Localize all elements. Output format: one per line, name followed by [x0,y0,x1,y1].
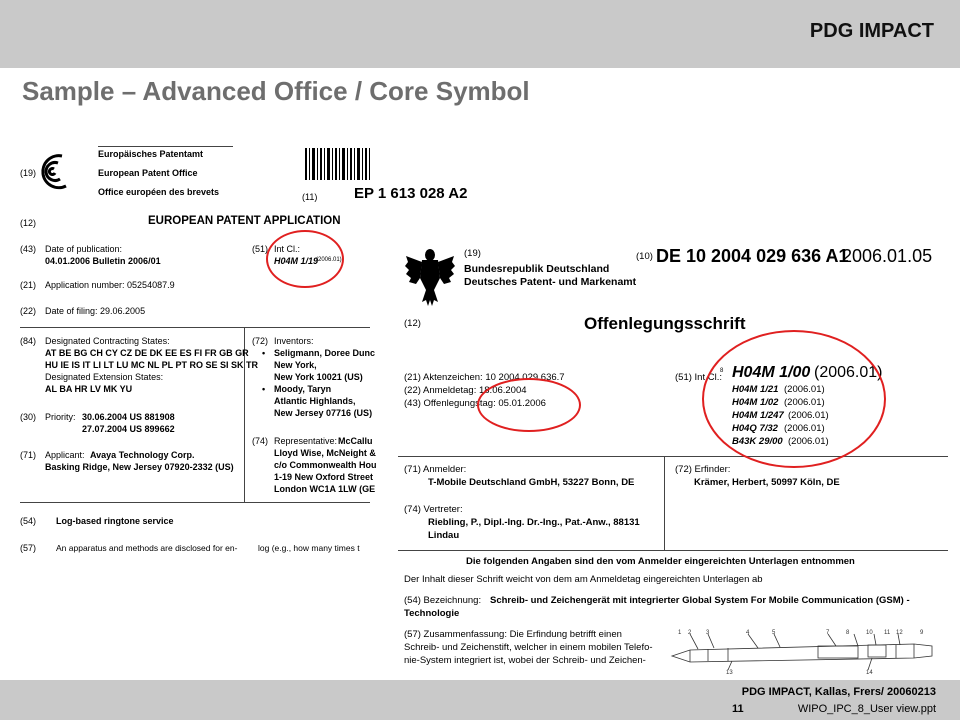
de-title-label: (54) Bezeichnung: [404,595,482,606]
figure-label: 9 [920,630,924,636]
code-30: (30) [20,412,37,422]
de-applicant: T-Mobile Deutschland GmbH, 53227 Bonn, DE [428,477,635,488]
de-title-1: Schreib- und Zeichengerät mit integrierter Global System For Mobile Communication (GSM) - [490,595,910,606]
office-name-en: European Patent Office [98,168,198,178]
figure-label: 12 [896,630,903,636]
ipc-symbol: B43K 29/00 [732,436,783,447]
highlight-circle-ep-intcl [266,230,344,288]
int-cl-version: (2006.01) [316,257,342,263]
inventor-2-state: New Jersey 07716 (US) [274,408,373,418]
slide-title: Sample – Advanced Office / Core Symbol [22,76,530,106]
office-name: Deutsches Patent- und Markenamt [464,276,637,288]
barcode-icon [305,148,370,180]
figure-label: 1 [678,630,682,636]
main-ipc-symbol: H04M 1/00 [732,364,811,381]
code-11: (11) [302,192,318,202]
ipc-version: (2006.01) [784,397,825,408]
de-code-12: (12) [404,318,421,329]
extension-states: AL BA HR LV MK YU [45,384,133,394]
deviation-note: Der Inhalt dieser Schrift weicht von dem am Anmeldetag eingereichten Unterlagen ab [404,574,763,585]
ipc-symbol: H04M 1/247 [732,410,784,421]
priority-2: 27.07.2004 US 899662 [82,424,175,434]
divider [20,327,370,328]
country-name: Bundesrepublik Deutschland [464,263,610,275]
representative-name: McCallu [338,436,373,446]
ipc-version: (2006.01) [788,436,829,447]
code-54: (54) [20,516,37,526]
code-57: (57) [20,543,37,553]
ipc-version: (2006.01) [788,410,829,421]
de-inventor-label: (72) Erfinder: [675,464,731,475]
de-applicant-label: (71) Anmelder: [404,464,467,475]
de-filing-date: (22) Anmeldetag: 18.06.2004 [404,385,527,396]
representative-line-5: London WC1A 1LW (GE [274,484,376,494]
figure-label: 11 [884,630,891,636]
pub-date-value: 04.01.2006 Bulletin 2006/01 [45,256,161,266]
representative-line-3: c/o Commonwealth Hou [274,460,377,470]
footer-credit: PDG IMPACT, Kallas, Frers/ 20060213 [741,686,936,698]
inventor-1-city: New York, [274,360,317,370]
de-code-10: (10) [636,251,653,262]
figure-label: 7 [826,630,830,636]
figure-label: 13 [726,670,733,676]
applicant-label: Applicant: [45,450,85,460]
representative-line-4: 1-19 New Oxford Street [274,472,374,482]
representative-line-2: Lloyd Wise, McNeight & [274,448,376,458]
de-inventor: Krämer, Herbert, 50997 Köln, DE [694,477,840,488]
file-number: (21) Aktenzeichen: 10 2004 029 636.7 [404,372,565,383]
ipc-symbol: H04M 1/21 [732,384,779,395]
highlight-circle-laid-open-date [477,378,581,432]
code-22: (22) [20,306,37,316]
de-intcl-marker: 8 [720,368,724,374]
de-document-type: Offenlegungsschrift [584,314,746,333]
de-representative-2: Lindau [428,530,460,541]
divider [664,456,665,550]
states-label: Designated Contracting States: [45,336,170,346]
representative-label: Representative: [274,436,338,446]
brand-label: PDG IMPACT [809,20,934,42]
application-number: Application number: 05254087.9 [45,280,175,290]
figure-label: 5 [772,630,776,636]
office-name-de: Europäisches Patentamt [98,149,204,159]
code-19: (19) [20,168,37,178]
applicant-address: Basking Ridge, New Jersey 07920-2332 (US) [45,462,234,472]
divider [398,550,948,551]
inventors-label: Inventors: [274,336,314,346]
de-publication-date: 2006.01.05 [842,246,933,266]
priority-1: 30.06.2004 US 881908 [82,412,175,422]
inventor-1-state: New York 10021 (US) [274,372,363,382]
contracting-states-2: HU IE IS IT LI LT LU MC NL PL PT RO SE SI SK TR [45,360,259,370]
file-name: WIPO_IPC_8_User view.ppt [797,703,936,715]
bullet: • [262,384,266,394]
figure-label: 10 [866,630,873,636]
extension-states-label: Designated Extension States: [45,372,164,382]
contracting-states-1: AT BE BG CH CY CZ DE DK EE ES FI FR GB GR [45,348,249,358]
de-abstract-1: (57) Zusammenfassung: Die Erfindung betrifft einen [404,629,622,640]
ep-title: Log-based ringtone service [56,516,174,526]
highlight-circle-de-ipc-symbols [702,330,886,468]
abstract-right: log (e.g., how many times t [258,543,360,553]
german-eagle-icon [404,246,456,308]
int-cl-label: Int Cl.: [274,244,301,254]
code-84: (84) [20,336,37,346]
ipc-symbol: H04M 1/02 [732,397,779,408]
page-number: 11 [732,703,744,715]
code-43: (43) [20,244,37,254]
inventor-2-name: Moody, Taryn [274,384,332,394]
divider [98,146,233,147]
de-publication-number: DE 10 2004 029 636 A1 [656,246,849,266]
applicant-name: Avaya Technology Corp. [90,450,195,460]
ipc-version: (2006.01) [784,384,825,395]
laid-open-date: (43) Offenlegungstag: 05.01.2006 [404,398,546,409]
de-representative-1: Riebling, P., Dipl.-Ing. Dr.-Ing., Pat.-Anw., 88131 [428,517,640,528]
office-name-fr: Office européen des brevets [98,187,220,197]
code-12: (12) [20,218,37,228]
de-code-19: (19) [464,248,481,259]
divider [398,456,948,457]
main-ipc-version: (2006.01) [814,364,883,381]
figure-label: 4 [746,630,750,636]
de-intcl-label: (51) Int Cl.: [675,372,722,383]
ep-publication-number: EP 1 613 028 A2 [354,185,468,202]
de-representative-label: (74) Vertreter: [404,504,463,515]
code-72: (72) [252,336,269,346]
figure-label: 3 [706,630,710,636]
pub-date-label: Date of publication: [45,244,123,254]
de-title-2: Technologie [404,608,460,619]
priority-label: Priority: [45,412,76,422]
code-21: (21) [20,280,37,290]
int-cl-symbol: H04M 1/19 [274,256,319,266]
inventor-2-city: Atlantic Highlands, [274,396,356,406]
bullet: • [262,348,266,358]
ep-document-type: EUROPEAN PATENT APPLICATION [148,215,341,227]
ipc-version: (2006.01) [784,423,825,434]
de-patent-document [398,240,948,680]
abstract-left: An apparatus and methods are disclosed for en- [56,543,238,553]
code-71: (71) [20,450,37,460]
figure-label: 8 [846,630,850,636]
ipc-symbol: H04Q 7/32 [732,423,778,434]
inventor-1-name: Seligmann, Doree Dunc [274,348,376,358]
code-74: (74) [252,436,269,446]
figure-label: 14 [866,670,873,676]
filing-date: Date of filing: 29.06.2005 [45,306,146,316]
code-51: (51) [252,244,269,254]
notice: Die folgenden Angaben sind den vom Anmelder eingereichten Unterlagen entnommen [466,556,855,567]
de-abstract-3: nie-System integriert ist, wobei der Schreib- und Zeichen- [404,655,646,666]
de-abstract-2: Schreib- und Zeichenstift, welcher in einem mobilen Telefo- [404,642,653,653]
figure-label: 2 [688,630,692,636]
divider [20,502,370,503]
pen-drawing-figure [668,626,944,674]
